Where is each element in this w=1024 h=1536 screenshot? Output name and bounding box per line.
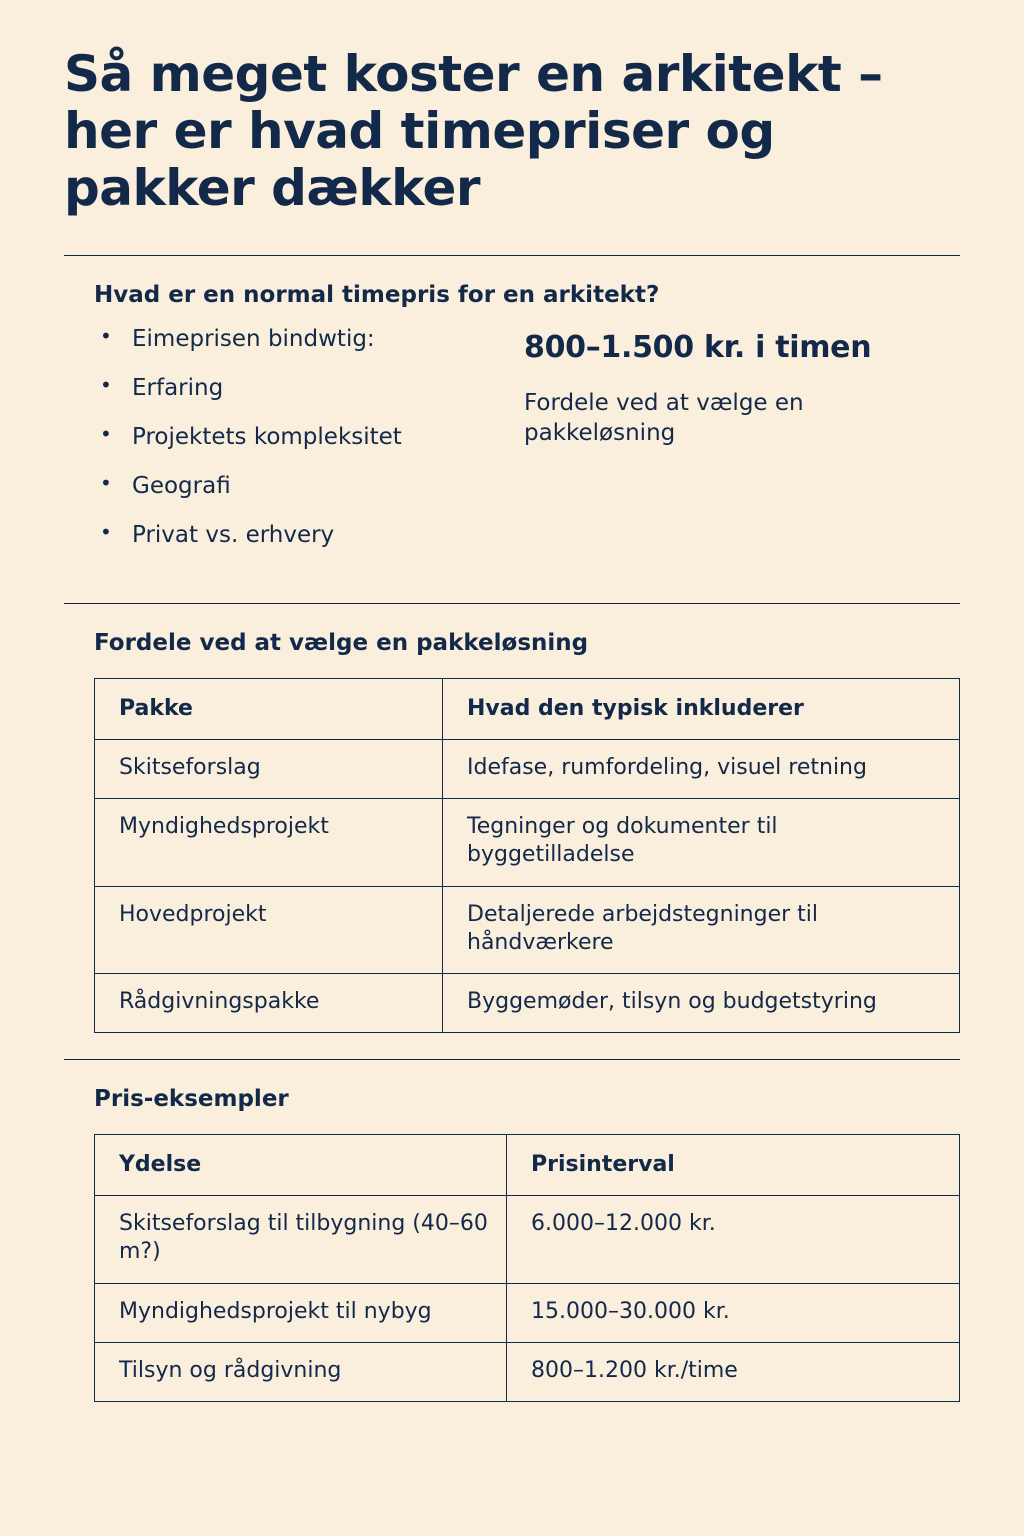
table-row (95, 1283, 960, 1342)
price-examples-heading: Pris-eksempler (94, 1086, 289, 1113)
column-header-ydelse: Ydelse (95, 1135, 507, 1196)
table-row (95, 1342, 960, 1401)
table-row (95, 799, 960, 886)
cell-service-name: Skitseforslag til tilbygning (40–60 m?) (95, 1196, 507, 1283)
list-item: • Geografi (94, 475, 514, 524)
hourly-rate-callout (524, 328, 960, 573)
table-row (95, 1196, 960, 1283)
cell-package-name: Myndighedsprojekt (95, 799, 443, 886)
page-title: Så meget koster en arkitekt – her er hvad timepriser og pakker dækker (64, 45, 883, 217)
list-item: • Privat vs. erhvery (94, 524, 514, 573)
cell-service-name: Tilsyn og rådgivning (95, 1342, 507, 1401)
price-range-value: 800–1.500 kr. i timen (524, 330, 872, 365)
column-header-indhold: Hvad den typisk inkluderer (443, 679, 960, 740)
cell-package-content: Idefase, rumfordeling, visuel retning (443, 740, 960, 799)
table-header-row (95, 1135, 960, 1196)
packages-table (94, 678, 960, 1033)
table-row (95, 740, 960, 799)
divider-packages (64, 603, 960, 604)
cell-service-name: Myndighedsprojekt til nybyg (95, 1283, 507, 1342)
list-item: • Eimeprisen bindwtig: (94, 328, 514, 377)
cell-package-name: Hovedprojekt (95, 886, 443, 973)
hourly-rate-section (64, 328, 960, 573)
cell-package-name: Skitseforslag (95, 740, 443, 799)
table-header-row (95, 679, 960, 740)
list-item: • Projektets kompleksitet (94, 426, 514, 475)
price-examples-table (94, 1134, 960, 1402)
hourly-rate-heading: Hvad er en normal timepris for en arkitekt? (94, 282, 660, 308)
cell-price-range: 6.000–12.000 kr. (507, 1196, 960, 1283)
cell-package-content: Detaljerede arbejdstegninger til håndværkere (443, 886, 960, 973)
column-header-prisinterval: Prisinterval (507, 1135, 960, 1196)
table-row (95, 886, 960, 973)
cell-package-content: Tegninger og dokumenter til byggetilladelse (443, 799, 960, 886)
cell-price-range: 15.000–30.000 kr. (507, 1283, 960, 1342)
divider-top (64, 255, 960, 256)
cell-price-range: 800–1.200 kr./time (507, 1342, 960, 1401)
cell-package-content: Byggemøder, tilsyn og budgetstyring (443, 973, 960, 1032)
table-row (95, 973, 960, 1032)
list-item: • Erfaring (94, 377, 514, 426)
hourly-factors-list (94, 328, 514, 573)
column-header-pakke: Pakke (95, 679, 443, 740)
cell-package-name: Rådgivningspakke (95, 973, 443, 1032)
package-benefit-note: Fordele ved at vælge en pakkeløsning (524, 390, 804, 446)
packages-heading: Fordele ved at vælge en pakkeløsning (94, 630, 589, 656)
divider-prices (64, 1059, 960, 1060)
